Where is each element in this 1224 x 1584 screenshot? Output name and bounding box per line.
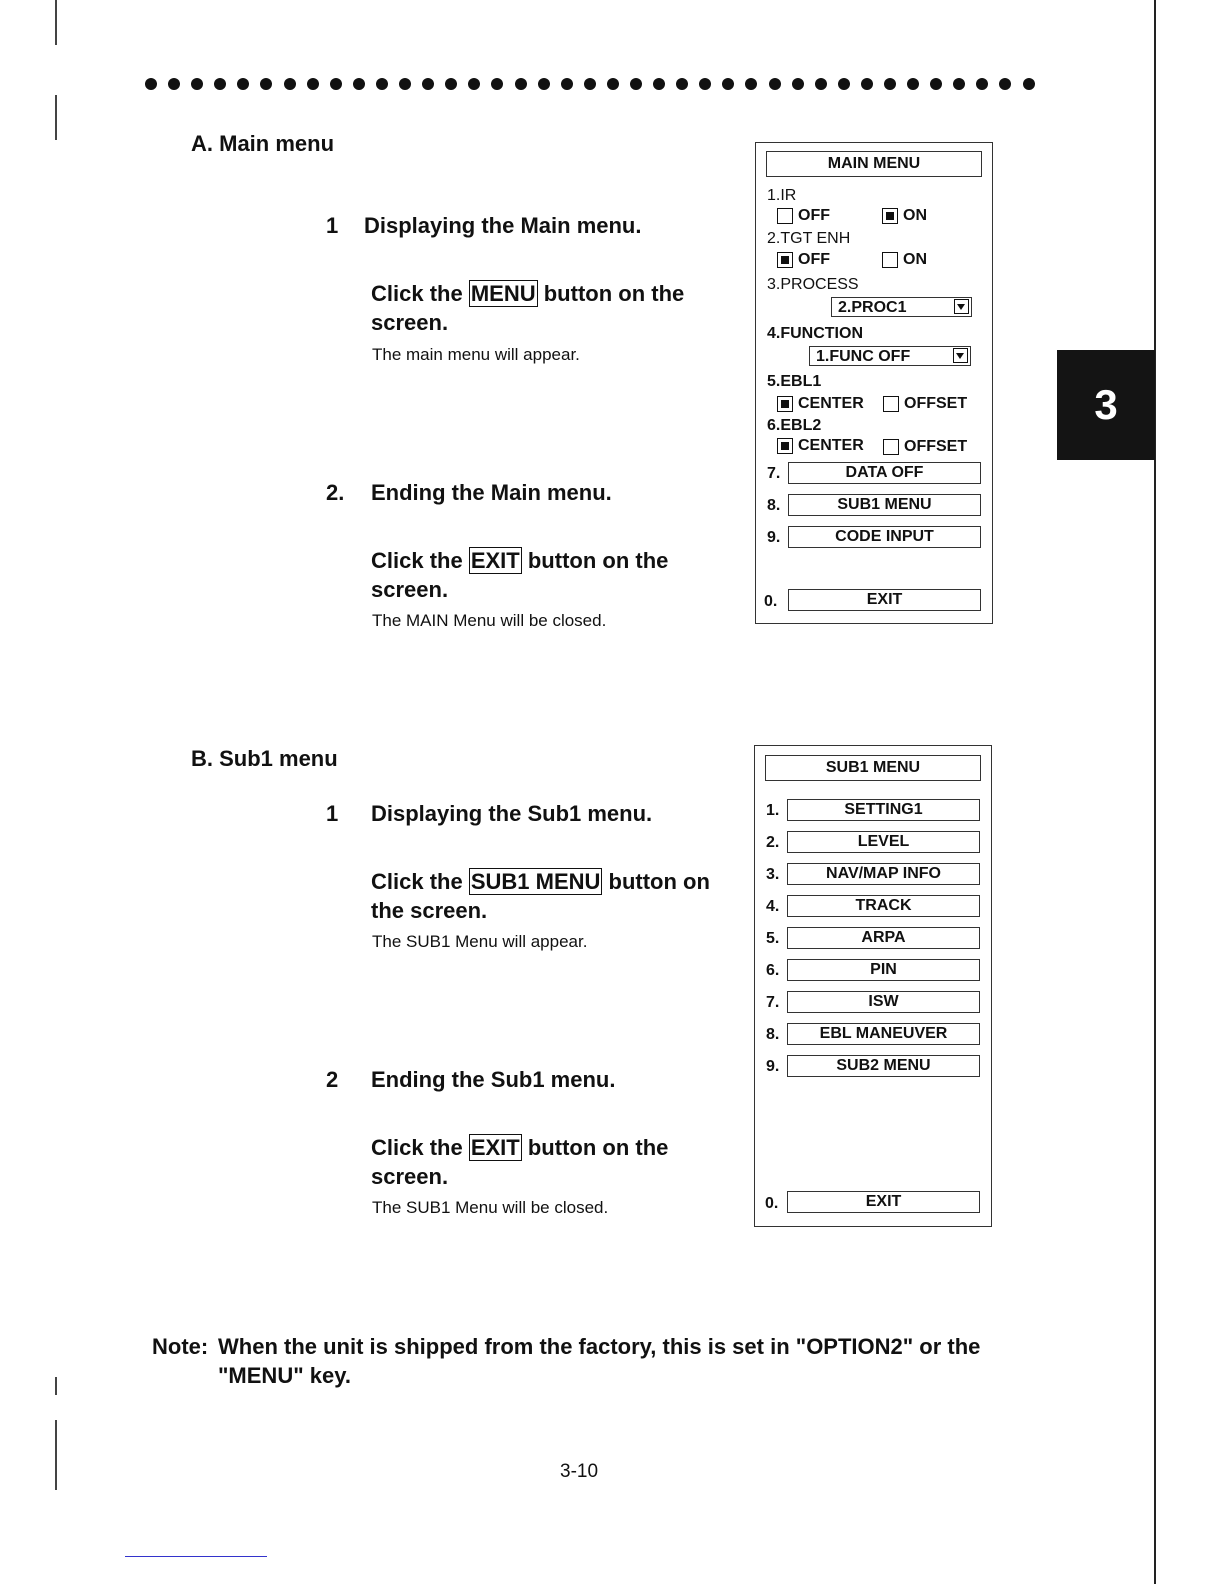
menu-item-number: 2. xyxy=(766,834,780,851)
ir-label: 1.IR xyxy=(767,187,797,204)
menu-item-number: 0. xyxy=(764,593,778,610)
ebl2-offset-option[interactable]: OFFSET xyxy=(883,438,967,456)
dot-icon xyxy=(214,78,226,90)
dot-icon xyxy=(330,78,342,90)
chapter-tab: 3 xyxy=(1057,350,1155,460)
margin-line xyxy=(55,1420,57,1490)
ebl2-center-option[interactable]: CENTER xyxy=(777,437,864,455)
exit-button[interactable]: EXIT xyxy=(787,1191,980,1213)
dot-icon xyxy=(653,78,665,90)
dot-icon xyxy=(284,78,296,90)
step-number: 2. xyxy=(326,480,345,505)
dot-icon xyxy=(491,78,503,90)
dot-icon xyxy=(999,78,1011,90)
menu-key-label: MENU xyxy=(470,281,536,306)
step-title: Ending the Main menu. xyxy=(371,480,612,505)
dot-icon xyxy=(607,78,619,90)
dot-icon xyxy=(676,78,688,90)
step-title: Displaying the Sub1 menu. xyxy=(371,801,653,826)
dot-icon xyxy=(769,78,781,90)
instruction: Click the MENU button on the screen. xyxy=(371,281,685,335)
menu-item-number: 8. xyxy=(767,497,781,514)
tgt-enh-label: 2.TGT ENH xyxy=(767,230,851,247)
menu-item-number: 6. xyxy=(766,962,780,979)
dot-icon xyxy=(976,78,988,90)
note-label: Note: xyxy=(152,1334,209,1359)
note xyxy=(152,1332,1052,1388)
sub1-menu-item-button[interactable]: SUB2 MENU xyxy=(787,1055,980,1077)
dot-icon xyxy=(260,78,272,90)
page-number: 3-10 xyxy=(560,1461,599,1482)
page-edge-line xyxy=(1154,0,1156,1584)
dot-icon xyxy=(168,78,180,90)
checkbox-checked-icon xyxy=(777,396,793,412)
sub1-menu-button[interactable]: SUB1 MENU xyxy=(788,494,981,516)
checkbox-icon xyxy=(883,439,899,455)
sub1-menu-item-button[interactable]: EBL MANEUVER xyxy=(787,1023,980,1045)
dot-icon xyxy=(861,78,873,90)
ebl2-label: 6.EBL2 xyxy=(767,417,822,434)
menu-item-number: 9. xyxy=(766,1058,780,1075)
margin-line xyxy=(55,0,57,45)
dot-icon xyxy=(930,78,942,90)
dot-icon xyxy=(907,78,919,90)
menu-item-number: 8. xyxy=(766,1026,780,1043)
dot-icon xyxy=(745,78,757,90)
dot-icon xyxy=(307,78,319,90)
step-description: The SUB1 Menu will appear. xyxy=(372,932,588,951)
dot-icon xyxy=(838,78,850,90)
margin-line xyxy=(55,1377,57,1395)
dot-icon xyxy=(630,78,642,90)
checkbox-checked-icon xyxy=(777,438,793,454)
sub1-menu-key-label: SUB1 MENU xyxy=(470,869,601,894)
menu-item-number: 0. xyxy=(765,1195,779,1212)
menu-item-number: 5. xyxy=(766,930,780,947)
dot-icon xyxy=(815,78,827,90)
sub1-menu-item-button[interactable]: ARPA xyxy=(787,927,980,949)
step-description: The main menu will appear. xyxy=(372,345,580,364)
sub1-menu-item-button[interactable]: ISW xyxy=(787,991,980,1013)
dot-icon xyxy=(422,78,434,90)
instruction: Click the EXIT button on the screen. xyxy=(371,1135,669,1189)
function-dropdown[interactable]: 1.FUNC OFF xyxy=(809,346,971,366)
dot-icon xyxy=(145,78,157,90)
dot-icon xyxy=(191,78,203,90)
exit-key-label: EXIT xyxy=(470,548,520,573)
process-dropdown[interactable]: 2.PROC1 xyxy=(831,297,972,317)
dot-icon xyxy=(515,78,527,90)
exit-button[interactable]: EXIT xyxy=(788,589,981,611)
dot-icon xyxy=(468,78,480,90)
dot-icon xyxy=(445,78,457,90)
footer-rule xyxy=(125,1556,267,1557)
step-number: 1 xyxy=(326,801,339,826)
menu-item-number: 9. xyxy=(767,529,781,546)
dot-icon xyxy=(353,78,365,90)
instruction: Click the EXIT button on the screen. xyxy=(371,548,669,602)
margin-line xyxy=(55,95,57,140)
section-b-heading: B. Sub1 menu xyxy=(191,746,338,771)
menu-item-number: 7. xyxy=(767,465,781,482)
ebl1-center-option[interactable]: CENTER xyxy=(777,395,864,413)
step-description: The MAIN Menu will be closed. xyxy=(372,611,607,630)
instruction: Click the SUB1 MENU button on the screen. xyxy=(371,869,710,923)
dot-icon xyxy=(1023,78,1035,90)
checkbox-checked-icon xyxy=(777,252,793,268)
sub1-menu-item-button[interactable]: TRACK xyxy=(787,895,980,917)
sub1-menu-title: SUB1 MENU xyxy=(765,755,981,781)
step-description: The SUB1 Menu will be closed. xyxy=(372,1198,609,1217)
dot-icon xyxy=(699,78,711,90)
menu-item-number: 3. xyxy=(766,866,780,883)
section-a-heading: A. Main menu xyxy=(191,131,335,156)
note-text: When the unit is shipped from the factory, this is set in "OPTION2" or the "MENU" key. xyxy=(218,1334,981,1388)
menu-item-number: 7. xyxy=(766,994,780,1011)
ebl1-offset-option[interactable]: OFFSET xyxy=(883,395,967,413)
menu-item-number: 4. xyxy=(766,898,780,915)
step-title: Ending the Sub1 menu. xyxy=(371,1067,616,1092)
dot-separator xyxy=(145,72,1035,96)
dot-icon xyxy=(722,78,734,90)
dot-icon xyxy=(538,78,550,90)
sub1-menu-item-button[interactable]: SETTING1 xyxy=(787,799,980,821)
dropdown-arrow-icon xyxy=(953,348,968,363)
checkbox-checked-icon xyxy=(882,208,898,224)
ir-on-option[interactable]: ON xyxy=(882,207,927,225)
main-menu-title: MAIN MENU xyxy=(766,151,982,177)
function-label: 4.FUNCTION xyxy=(767,325,863,342)
process-label: 3.PROCESS xyxy=(767,276,859,293)
sub1-menu-item-button[interactable]: LEVEL xyxy=(787,831,980,853)
step-title: Displaying the Main menu. xyxy=(364,213,642,238)
ebl1-label: 5.EBL1 xyxy=(767,373,822,390)
data-off-button[interactable]: DATA OFF xyxy=(788,462,981,484)
dropdown-arrow-icon xyxy=(954,299,969,314)
exit-key-label: EXIT xyxy=(470,1135,520,1160)
dot-icon xyxy=(237,78,249,90)
sub1-menu-panel xyxy=(754,745,992,1227)
dot-icon xyxy=(884,78,896,90)
ir-off-option[interactable]: OFF xyxy=(777,207,830,225)
dot-icon xyxy=(561,78,573,90)
sub1-menu-item-button[interactable]: NAV/MAP INFO xyxy=(787,863,980,885)
checkbox-icon xyxy=(882,252,898,268)
menu-item-number: 1. xyxy=(766,802,780,819)
code-input-button[interactable]: CODE INPUT xyxy=(788,526,981,548)
dot-icon xyxy=(792,78,804,90)
dot-icon xyxy=(953,78,965,90)
dot-icon xyxy=(376,78,388,90)
sub1-menu-item-button[interactable]: PIN xyxy=(787,959,980,981)
step-number: 2 xyxy=(326,1067,339,1092)
checkbox-icon xyxy=(777,208,793,224)
dot-icon xyxy=(584,78,596,90)
main-menu-panel xyxy=(755,142,993,624)
step-number: 1 xyxy=(326,213,339,238)
dot-icon xyxy=(399,78,411,90)
checkbox-icon xyxy=(883,396,899,412)
tgt-enh-on-option[interactable]: ON xyxy=(882,251,927,269)
tgt-enh-off-option[interactable]: OFF xyxy=(777,251,830,269)
